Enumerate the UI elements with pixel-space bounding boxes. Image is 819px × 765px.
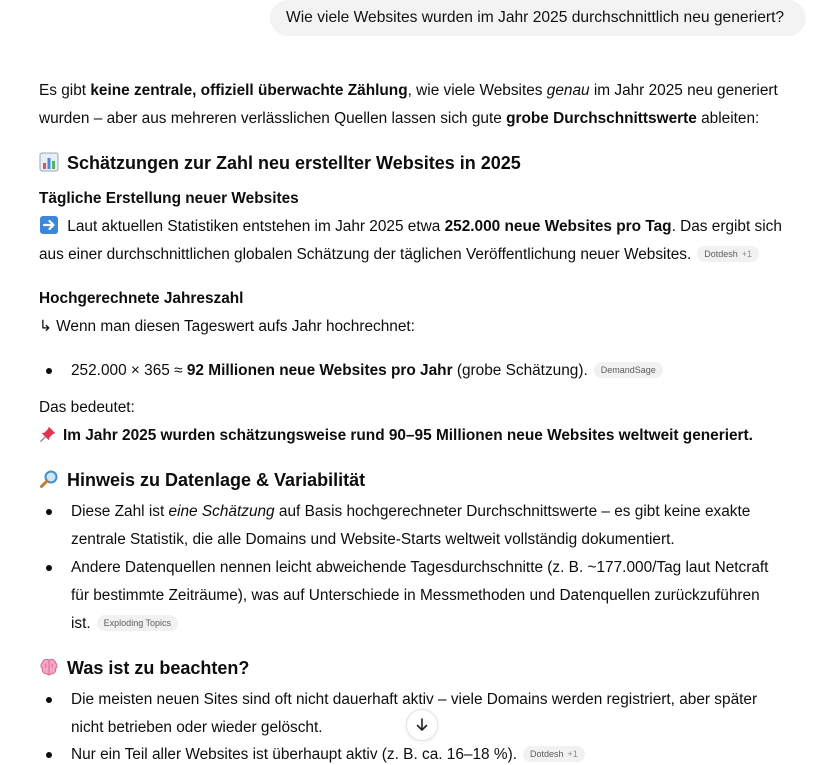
intro-text: im Jahr 2025 neu generiert	[589, 82, 778, 99]
note-bullet-2-line-1: Andere Datenquellen nennen leicht abweichende Tagesdurchschnitte (z. B. ~177.000/Tag laut Netcraft	[71, 559, 769, 576]
user-message-bubble	[270, 0, 806, 36]
bullet-text: ist.	[71, 615, 91, 632]
brain-icon	[39, 657, 59, 677]
source-chip-dotdesh[interactable]	[697, 246, 759, 262]
consider-bullet-1-line-1: Die meisten neuen Sites sind oft nicht dauerhaft aktiv – viele Domains werden registriert, aber später	[71, 691, 758, 708]
annual-bullet	[71, 361, 663, 381]
intro-italic: genau	[546, 82, 590, 99]
bullet-italic: eine Schätzung	[168, 503, 275, 520]
daily-text: Laut aktuellen Statistiken entstehen im Jahr 2025 etwa	[63, 218, 445, 236]
intro-text: , wie viele Websites	[407, 82, 547, 99]
magnifier-icon	[39, 469, 59, 489]
bullet-text: 252.000 × 365 ≈	[71, 362, 187, 379]
subheading-daily: Tägliche Erstellung neuer Websites	[39, 190, 299, 207]
note-bullet-1-line-1	[71, 502, 750, 522]
source-chip-dotdesh[interactable]	[523, 746, 585, 762]
conclusion-line	[39, 426, 753, 446]
bullet-text: Diese Zahl ist	[71, 503, 169, 520]
intro-text: ableiten:	[696, 110, 760, 127]
daily-bold: 252.000 neue Websites pro Tag	[444, 218, 672, 236]
bullet-dot	[46, 752, 52, 758]
section-title: Schätzungen zur Zahl neu erstellter Websites in 2025	[67, 153, 521, 173]
chip-count: +1	[567, 748, 578, 759]
intro-line-1	[39, 81, 778, 101]
bullet-dot	[46, 509, 52, 515]
right-arrow-icon	[39, 215, 59, 235]
note-bullet-1-line-2: zentrale Statistik, die alle Domains und Website-Starts weltweit vollständig dokumentiert.	[71, 531, 675, 548]
intro-text: Es gibt	[39, 82, 91, 99]
intro-bold: grobe Durchschnittswerte	[506, 110, 697, 127]
consider-bullet-2	[71, 745, 585, 765]
section-title: Was ist zu beachten?	[67, 658, 250, 678]
bullet-dot	[46, 697, 52, 703]
source-chip-demandsage[interactable]	[594, 362, 663, 378]
chip-label: Exploding Topics	[103, 617, 172, 628]
daily-text: aus einer durchschnittlichen globalen Schätzung der täglichen Veröffentlichung neuer Websites.	[39, 246, 692, 263]
note-bullet-2-line-3	[71, 614, 178, 634]
note-bullet-2-line-2: für bestimmte Zeiträume), was auf Unterschiede in Messmethoden und Datenquellen zurückzuführen	[71, 587, 760, 604]
bullet-text: (grobe Schätzung).	[452, 362, 588, 379]
arrow-down-icon	[414, 717, 430, 733]
means-line: Das bedeutet:	[39, 399, 135, 416]
annual-line: ↳ Wenn man diesen Tageswert aufs Jahr hochrechnet:	[39, 318, 415, 335]
source-chip-exploding-topics[interactable]	[97, 615, 178, 631]
bullet-dot	[46, 565, 52, 571]
bullet-text: Nur ein Teil aller Websites ist überhaupt aktiv (z. B. ca. 16–18 %).	[71, 746, 517, 763]
daily-line-2	[39, 245, 759, 265]
section-heading-data-note	[39, 468, 365, 492]
section-heading-estimates	[39, 151, 521, 175]
section-heading-considerations	[39, 656, 249, 680]
section-title: Hinweis zu Datenlage & Variabilität	[67, 470, 366, 490]
subheading-annual: Hochgerechnete Jahreszahl	[39, 290, 244, 307]
intro-line-2	[39, 109, 759, 129]
user-message-text: Wie viele Websites wurden im Jahr 2025 durchschnittlich neu generiert?	[286, 9, 785, 26]
bullet-text: auf Basis hochgerechneter Durchschnittswerte – es gibt keine exakte	[274, 503, 751, 520]
pushpin-icon	[39, 425, 57, 443]
intro-bold: keine zentrale, offiziell überwachte Zählung	[90, 82, 408, 99]
bullet-bold: 92 Millionen neue Websites pro Jahr	[186, 362, 453, 379]
conclusion-text: Im Jahr 2025 wurden schätzungsweise rund 90–95 Millionen neue Websites weltweit generiert.	[63, 427, 753, 444]
daily-line-1	[39, 217, 782, 237]
chip-label: DemandSage	[600, 364, 656, 375]
chip-label: Dotdesh	[704, 248, 738, 259]
daily-text: . Das ergibt sich	[671, 218, 782, 236]
chip-label: Dotdesh	[529, 748, 564, 759]
bullet-dot	[46, 368, 52, 374]
consider-bullet-1-line-2: nicht betrieben oder wieder gelöscht.	[71, 719, 323, 736]
bar-chart-icon	[39, 152, 59, 172]
scroll-to-bottom-button[interactable]	[406, 709, 438, 741]
chip-count: +1	[741, 248, 753, 259]
intro-text: wurden – aber aus mehreren verlässlichen Quellen lassen sich gute	[39, 110, 507, 127]
